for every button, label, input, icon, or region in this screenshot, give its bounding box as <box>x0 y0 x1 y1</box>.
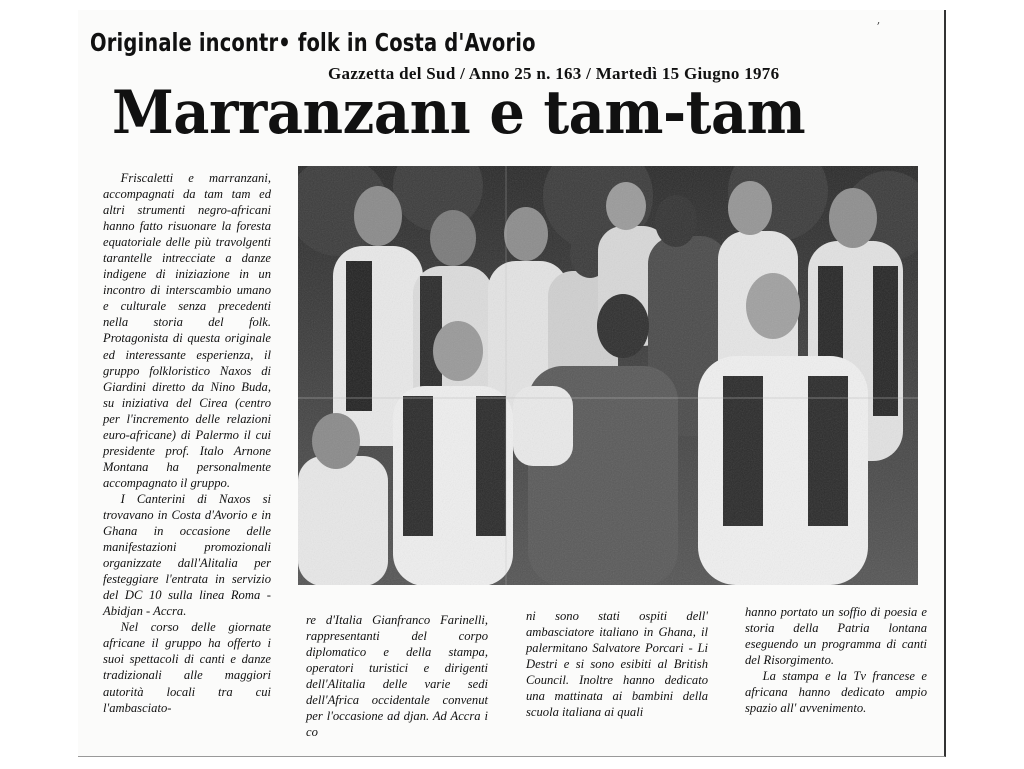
group-photo-illustration <box>298 166 918 585</box>
group-photo <box>298 166 918 585</box>
paragraph: re d'Italia Gianfranco Farinelli, rappresentanti del corpo diplomatico e della stampa, operatori turistici e dirigenti dell'Alitalia delle varie sedi dell'Africa occidentale convenut per l'occasione ad djan. Ad Accra i co <box>306 613 488 740</box>
paragraph: I Canterini di Naxos si trovavano in Costa d'Avorio e in Ghana in occasione delle manifestazioni promozionali organizzate dall'Alitalia per festeggiare l'entrata in servizio del DC 10 sulla linea Roma - Abidjan - Accra. <box>103 491 271 619</box>
kicker-line: Originale incontr• folk in Costa d'Avorio <box>90 28 536 57</box>
paragraph: Nel corso delle giornate africane il gruppo ha offerto i suoi spettacoli di canti e danze tradizionali alle maggiori autorità locali tra cui l'ambasciato- <box>103 620 271 715</box>
paragraph: Friscaletti e marranzani, accompagnati da tam tam ed altri strumenti negro-africani hanno fatto risuonare la foresta equatoriale delle più travolgenti tarantelle intrecciate a danze indigene di iniziazione in un incontro di interscambio umano e culturale senza precedenti nella storia del folk. Protagonista di questa originale ed interessante esperienza, il gruppo folkloristico Naxos di Giardini diretto da Nino Buda, su iniziativa del Cirea (centro per l'incremento delle relazioni euro-africane) di Palermo il cui presidente prof. Italo Arnone Montana ha personalmente accompagnato il gruppo. <box>103 171 271 490</box>
corner-mark: ʼ <box>876 20 880 34</box>
paragraph: La stampa e la Tv francese e africana hanno dedicato ampio spazio all' avvenimento. <box>745 669 927 716</box>
paragraph: hanno portato un soffio di poesia e storia della Patria lontana eseguendo un programma di canti del Risorgimento. <box>745 605 927 668</box>
text-column-1 <box>103 170 271 716</box>
text-column-4 <box>745 604 927 716</box>
headline: Marranzanı e tam-tam <box>112 78 806 148</box>
text-column-2 <box>306 612 488 740</box>
text-column-3 <box>526 608 708 720</box>
masthead-line: Gazzetta del Sud / Anno 25 n. 163 / Martedì 15 Giugno 1976 <box>328 64 780 83</box>
paragraph: ni sono stati ospiti dell' ambasciatore italiano in Ghana, il palermitano Salvatore Porcari - Li Destri e si sono esibiti al British Council. Inoltre hanno dedicato una mattinata ai bambini della scuola italiana ai quali <box>526 609 708 720</box>
